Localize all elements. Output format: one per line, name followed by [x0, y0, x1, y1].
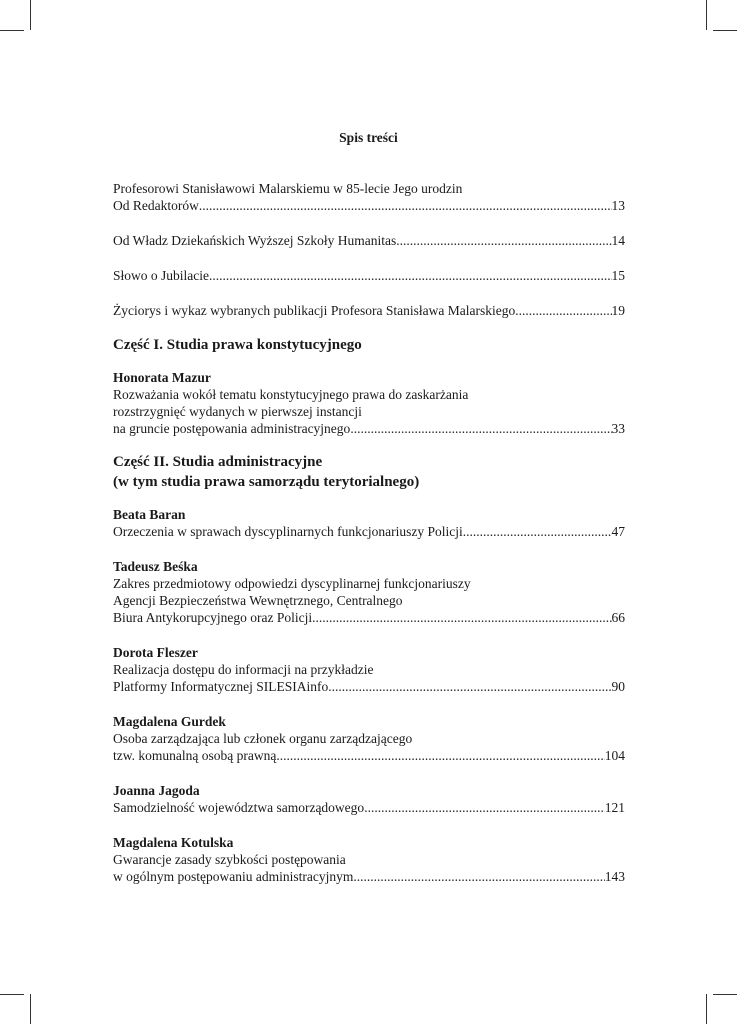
crop-mark-top-left-horizontal [0, 30, 24, 31]
entry-title-line: Gwarancje zasady szybkości postępowania [113, 852, 346, 867]
crop-mark-bottom-right-vertical [706, 994, 707, 1024]
article-author: Tadeusz Beśka [113, 559, 198, 574]
dot-leader [276, 747, 604, 764]
dot-leader [312, 609, 611, 626]
toc-entry-article [113, 834, 625, 885]
entry-title-line: Osoba zarządzająca lub członek organu zarządzającego [113, 731, 413, 746]
entry-title-line: tzw. komunalną osobą prawną [113, 748, 277, 763]
toc-entry-article [113, 713, 625, 764]
crop-mark-top-right-vertical [706, 0, 707, 30]
entry-title-line: Agencji Bezpieczeństwa Wewnętrznego, Centralnego [113, 593, 403, 608]
entry-title-line: Słowo o Jubilacie [113, 268, 209, 283]
page-number: 143 [604, 869, 625, 884]
page-number: 13 [611, 198, 625, 213]
entry-title-line: Biura Antykorupcyjnego oraz Policji [113, 610, 313, 625]
entry-title-line: Samodzielność województwa samorządowego [113, 800, 365, 815]
toc-entry-jubilee [113, 267, 625, 284]
dot-leader [463, 523, 612, 540]
article-author: Dorota Fleszer [113, 645, 198, 660]
crop-mark-bottom-left-horizontal [0, 994, 24, 995]
page-title: Spis treści [339, 130, 398, 145]
dot-leader [353, 868, 604, 885]
toc-entry-dedication [113, 180, 625, 214]
part-heading-2-line-2: (w tym studia prawa samorządu terytorialnego) [113, 474, 420, 490]
page-number: 47 [611, 524, 625, 539]
part-heading-1: Część I. Studia prawa konstytucyjnego [113, 337, 362, 353]
crop-mark-bottom-right-horizontal [713, 994, 737, 995]
page-number: 66 [611, 610, 625, 625]
dot-leader [515, 302, 611, 319]
toc-entry-authorities [113, 232, 625, 249]
entry-title-line: rozstrzygnięć wydanych w pierwszej instancji [113, 404, 362, 419]
entry-title-line: na gruncie postępowania administracyjnego [113, 421, 351, 436]
article-author: Magdalena Gurdek [113, 714, 226, 729]
article-author: Magdalena Kotulska [113, 835, 234, 850]
toc-entry-article [113, 558, 625, 626]
table-of-contents [113, 180, 625, 885]
crop-mark-top-right-horizontal [713, 30, 737, 31]
entry-title-line: Życiorys i wykaz wybranych publikacji Profesora Stanisława Malarskiego [113, 303, 516, 318]
dot-leader [364, 799, 605, 816]
dot-leader [332, 678, 612, 695]
dot-leader [350, 420, 611, 437]
toc-entry-biography [113, 302, 625, 319]
toc-entry-article [113, 506, 625, 540]
entry-title-line: Zakres przedmiotowy odpowiedzi dyscyplinarnej funkcjonariuszy [113, 576, 471, 591]
page-number: 14 [611, 233, 625, 248]
page-number: 90 [611, 679, 625, 694]
page-number: 121 [604, 800, 625, 815]
dot-leader [199, 197, 612, 214]
entry-title-line: Realizacja dostępu do informacji na przykładzie [113, 662, 374, 677]
page-number: 19 [611, 303, 625, 318]
crop-mark-bottom-left-vertical [30, 994, 31, 1024]
dot-leader [209, 267, 612, 284]
entry-title-line: Orzeczenia w sprawach dyscyplinarnych funkcjonariuszy Policji [113, 524, 463, 539]
toc-entry-article [113, 782, 625, 816]
part-heading-2-line-1: Część II. Studia administracyjne [113, 454, 323, 470]
dot-leader [396, 232, 611, 249]
page-number: 104 [604, 748, 625, 763]
page-number: 15 [611, 268, 625, 283]
toc-entry-article [113, 369, 625, 437]
article-author: Joanna Jagoda [113, 783, 200, 798]
page-number: 33 [611, 421, 625, 436]
entry-title-line: Profesorowi Stanisławowi Malarskiemu w 85-lecie Jego urodzin [113, 181, 463, 196]
toc-entry-article [113, 644, 625, 695]
crop-mark-top-left-vertical [30, 0, 31, 30]
article-author: Honorata Mazur [113, 370, 211, 385]
entry-title-line: Od Redaktorów [113, 198, 199, 213]
entry-title-line: Rozważania wokół tematu konstytucyjnego prawa do zaskarżania [113, 387, 469, 402]
entry-title-line: w ogólnym postępowaniu administracyjnym [113, 869, 354, 884]
article-author: Beata Baran [113, 507, 186, 522]
part-heading-2 [113, 452, 625, 492]
entry-title-line: Od Władz Dziekańskich Wyższej Szkoły Humanitas [113, 233, 397, 248]
entry-title-line: Platformy Informatycznej SILESIAinfo. [113, 679, 332, 694]
